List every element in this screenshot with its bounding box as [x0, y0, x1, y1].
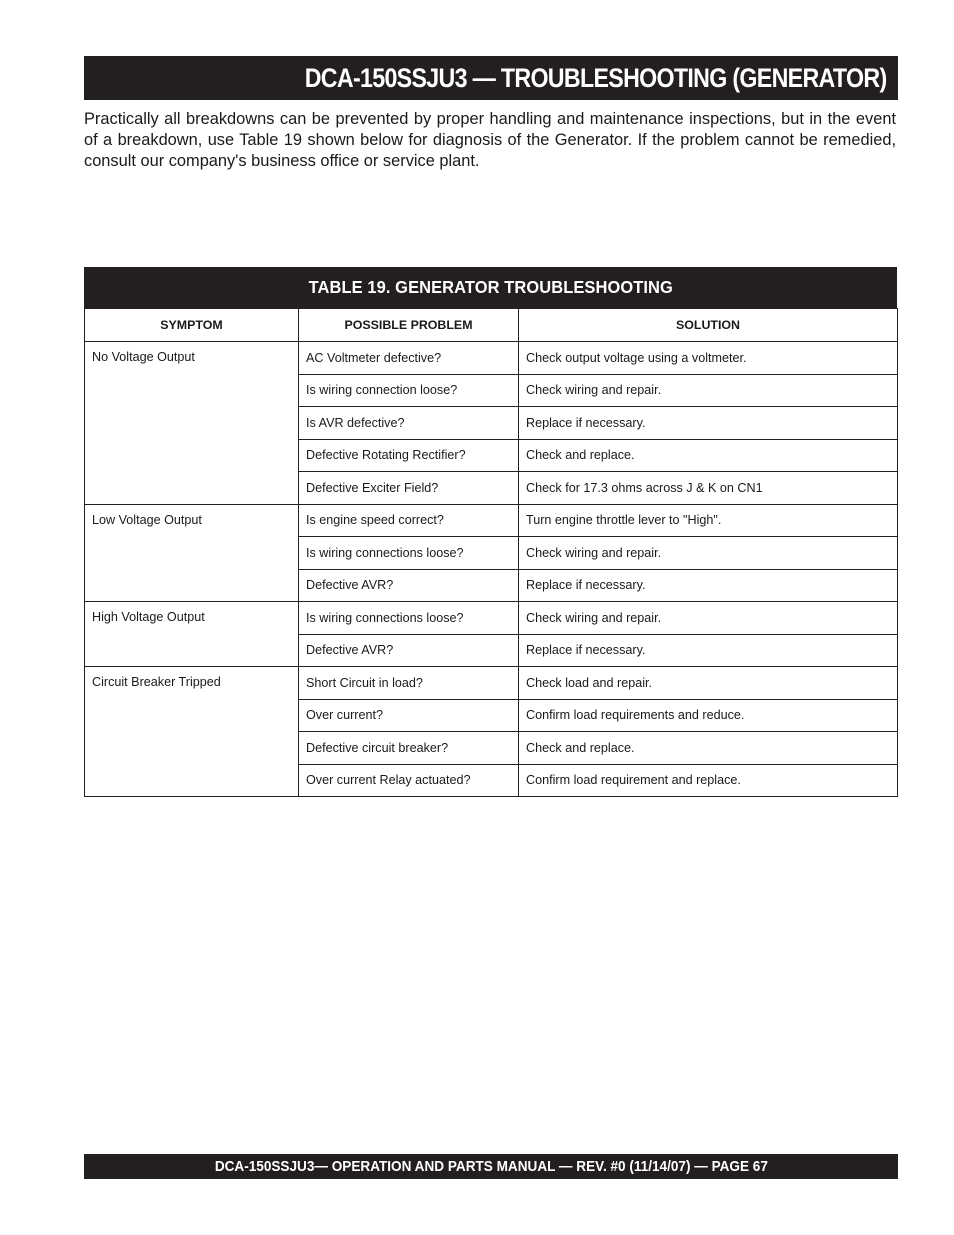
footer-text: DCA-150SSJU3— OPERATION AND PARTS MANUAL — REV. #0 (11/14/07) — PAGE 67	[214, 1158, 768, 1175]
problem-cell: Defective circuit breaker?	[299, 732, 519, 765]
table-caption	[84, 267, 897, 308]
problem-cell: Defective AVR?	[299, 569, 519, 602]
troubleshooting-table	[84, 308, 898, 797]
table-row	[85, 667, 898, 700]
symptom-cell: No Voltage Output	[85, 342, 299, 505]
column-header-symptom: SYMPTOM	[85, 309, 299, 342]
page-title-bar	[84, 56, 898, 100]
solution-cell: Turn engine throttle lever to "High".	[519, 504, 898, 537]
page-footer	[84, 1154, 898, 1179]
problem-cell: Defective Exciter Field?	[299, 472, 519, 505]
table-body	[85, 342, 898, 797]
symptom-cell: Circuit Breaker Tripped	[85, 667, 299, 797]
symptom-cell: Low Voltage Output	[85, 504, 299, 602]
solution-cell: Check load and repair.	[519, 667, 898, 700]
column-header-possible-problem: POSSIBLE PROBLEM	[299, 309, 519, 342]
problem-cell: Defective AVR?	[299, 634, 519, 667]
solution-cell: Check wiring and repair.	[519, 374, 898, 407]
solution-cell: Check and replace.	[519, 732, 898, 765]
problem-cell: Is engine speed correct?	[299, 504, 519, 537]
table-row	[85, 504, 898, 537]
solution-cell: Check wiring and repair.	[519, 602, 898, 635]
page-title: DCA-150SSJU3 — TROUBLESHOOTING (GENERATOR)	[304, 62, 886, 93]
problem-cell: Is wiring connections loose?	[299, 602, 519, 635]
solution-cell: Replace if necessary.	[519, 634, 898, 667]
symptom-cell: High Voltage Output	[85, 602, 299, 667]
problem-cell: Is wiring connections loose?	[299, 537, 519, 570]
column-header-solution: SOLUTION	[519, 309, 898, 342]
problem-cell: Is AVR defective?	[299, 407, 519, 440]
solution-cell: Confirm load requirement and replace.	[519, 764, 898, 797]
problem-cell: Over current Relay actuated?	[299, 764, 519, 797]
problem-cell: Over current?	[299, 699, 519, 732]
table-row	[85, 602, 898, 635]
intro-paragraph: Practically all breakdowns can be prevented by proper handling and maintenance inspections, but in the event of a breakdown, use Table 19 shown below for diagnosis of the Generator. If the problem cannot be remedied, consult our company's business office or service plant.	[84, 110, 896, 170]
solution-cell: Check wiring and repair.	[519, 537, 898, 570]
problem-cell: AC Voltmeter defective?	[299, 342, 519, 375]
solution-cell: Check output voltage using a voltmeter.	[519, 342, 898, 375]
solution-cell: Replace if necessary.	[519, 407, 898, 440]
problem-cell: Is wiring connection loose?	[299, 374, 519, 407]
solution-cell: Replace if necessary.	[519, 569, 898, 602]
table-caption-text: TABLE 19. GENERATOR TROUBLESHOOTING	[308, 277, 673, 297]
troubleshooting-table-container	[84, 267, 897, 797]
problem-cell: Defective Rotating Rectifier?	[299, 439, 519, 472]
problem-cell: Short Circuit in load?	[299, 667, 519, 700]
table-row	[85, 342, 898, 375]
solution-cell: Confirm load requirements and reduce.	[519, 699, 898, 732]
table-header-row	[85, 309, 898, 342]
solution-cell: Check and replace.	[519, 439, 898, 472]
solution-cell: Check for 17.3 ohms across J & K on CN1	[519, 472, 898, 505]
